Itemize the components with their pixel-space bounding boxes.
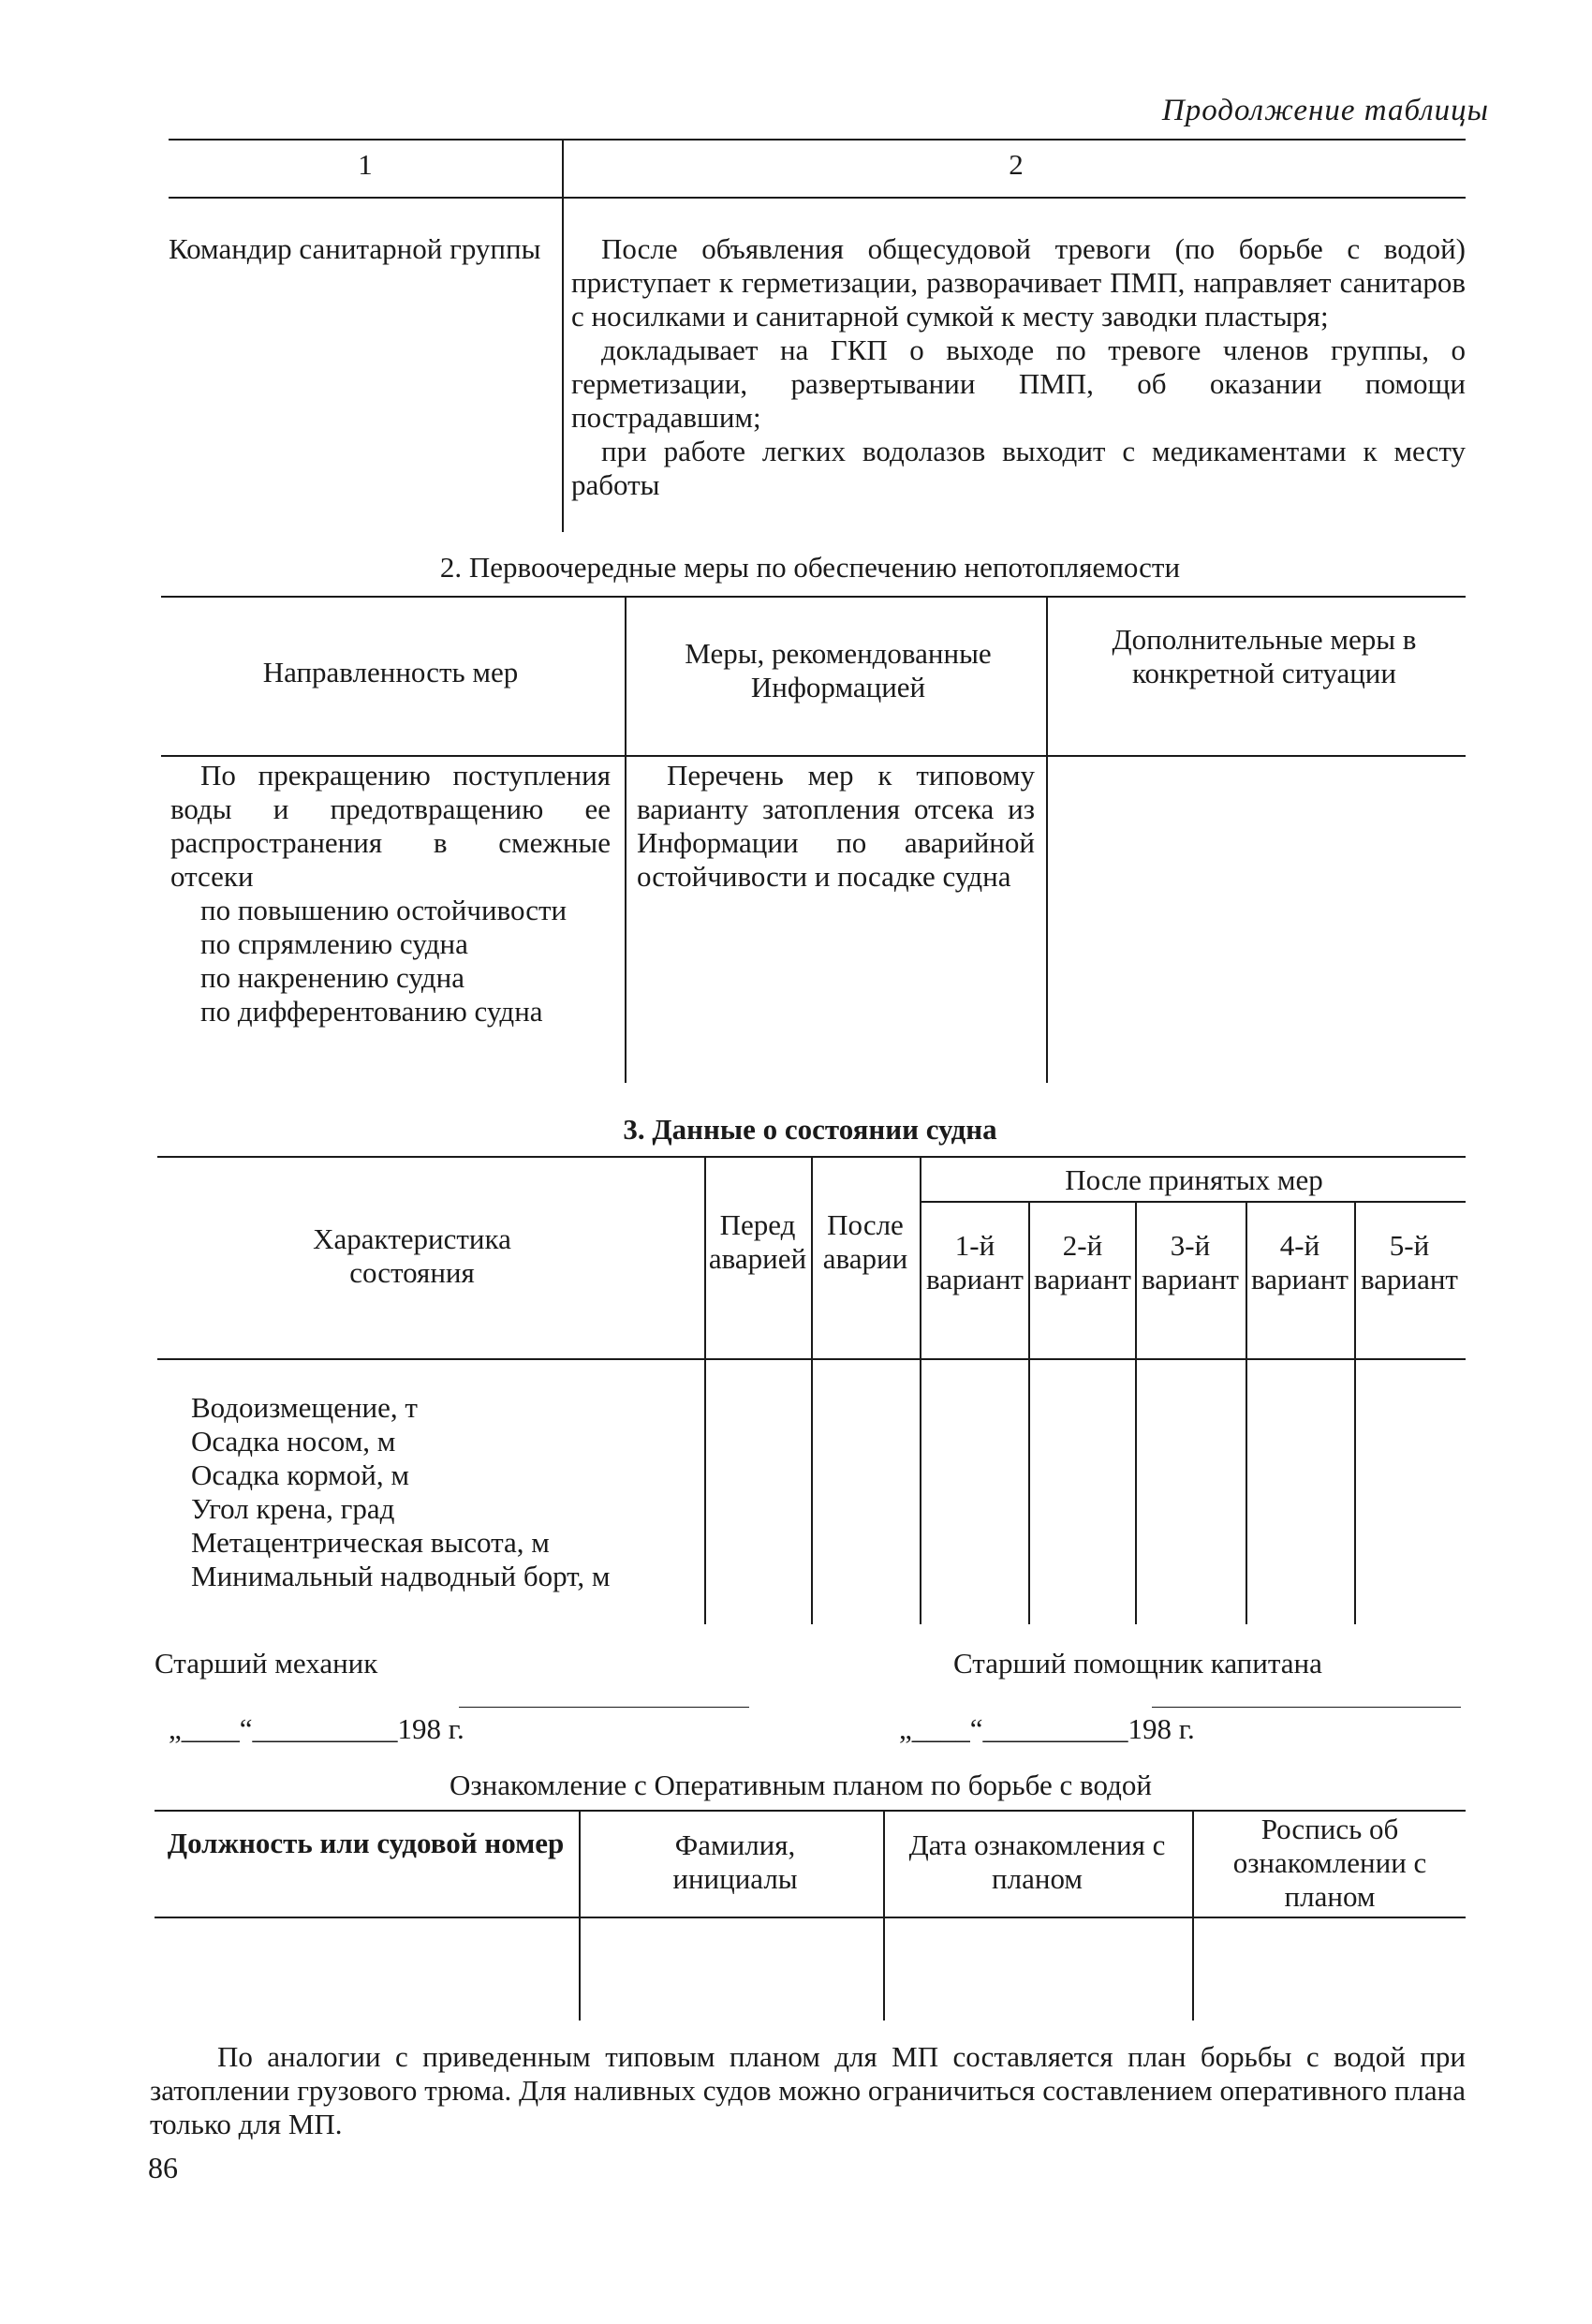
familiarization-divider-3	[1192, 1810, 1194, 2021]
familiarization-divider-2	[883, 1810, 885, 2021]
familiarization-top-rule	[155, 1810, 1466, 1812]
familiarization-header-name: Фамилия, инициалы	[672, 1828, 798, 1895]
table1-role: Командир санитарной группы	[169, 232, 541, 265]
signature-line-right	[1152, 1707, 1461, 1708]
section3-rows	[157, 1391, 654, 1593]
section3-divider-before	[704, 1156, 706, 1624]
section2-header-rule	[161, 755, 1466, 757]
table1-col2-header: 2	[1009, 148, 1024, 181]
variant-header: 3-й вариант	[1142, 1229, 1239, 1295]
signature-right-title: Старший помощник капитана	[953, 1647, 1322, 1680]
section3-after-measures-rule	[920, 1201, 1466, 1203]
section3-divider-v3	[1135, 1201, 1137, 1624]
section2-recommended-measures: Перечень мер к типовому варианту затопления отсека из Информации по аварийной остойчивости и посадке судна	[637, 759, 1035, 893]
familiarization-header-position: Должность или судовой номер	[167, 1827, 565, 1859]
duty-item: После объявления общесудовой тревоги (по борьбе с водой) приступает к герметизации, разворачивает ПМП, направляет санитаров с носилками и санитарной сумкой к месту заводки пластыря;	[571, 232, 1466, 333]
section2-directions	[170, 759, 611, 1029]
closing-paragraph: По аналогии с приведенным типовым планом для МП составляется план борьбы с водой при затоплении грузового трюма. Для наливных судов можно ограничиться составлением оперативного плана только для МП.	[150, 2040, 1466, 2140]
section3-header-after: После аварии	[822, 1208, 908, 1275]
continuation-label: Продолжение таблицы	[1161, 94, 1489, 127]
variant-header: 5-й вариант	[1361, 1229, 1458, 1295]
familiarization-header-date: Дата ознакомления с планом	[908, 1828, 1166, 1895]
section3-divider-after	[811, 1156, 813, 1624]
section2-header-recommended: Меры, рекомендованные Информацией	[685, 637, 992, 703]
section2-divider-1	[625, 596, 626, 1083]
table1-column-divider	[562, 139, 564, 532]
familiarization-divider-1	[579, 1810, 581, 2021]
variant-header: 4-й вариант	[1251, 1229, 1349, 1295]
variant-header: 1-й вариант	[926, 1229, 1024, 1295]
familiarization-title: Ознакомление с Оперативным планом по борьбе с водой	[450, 1769, 1152, 1801]
state-row: Метацентрическая высота, м	[191, 1526, 550, 1559]
section3-divider-v2	[1028, 1201, 1030, 1624]
section3-header-before: Перед аварией	[708, 1208, 807, 1275]
section3-header-rule	[157, 1358, 1466, 1360]
section3-header-characteristic: Характеристика состояния	[313, 1222, 511, 1289]
section3-divider-v5	[1354, 1201, 1356, 1624]
section2-divider-2	[1046, 596, 1048, 1083]
section3-divider-measures	[920, 1156, 921, 1624]
familiarization-header-signature: Роспись об ознакомлении с планом	[1232, 1813, 1427, 1913]
section3-header-after-measures: После принятых мер	[1065, 1163, 1323, 1196]
direction-item: по дифферентованию судна	[200, 995, 543, 1028]
section2-header-additional: Дополнительные меры в конкретной ситуации	[1112, 623, 1417, 689]
page-number: 86	[148, 2151, 178, 2184]
table1-col1-header: 1	[358, 148, 373, 181]
duty-item: при работе легких водолазов выходит с медикаментами к месту работы	[571, 435, 1466, 501]
state-row: Водоизмещение, т	[191, 1391, 418, 1424]
variant-header: 2-й вариант	[1034, 1229, 1131, 1295]
date-left: „____“__________198 г.	[169, 1712, 464, 1745]
state-row: Угол крена, град	[191, 1492, 395, 1525]
state-row: Осадка кормой, м	[191, 1458, 409, 1491]
section2-header-direction: Направленность мер	[262, 656, 519, 688]
section2-title: 2. Первоочередные меры по обеспечению непотопляемости	[439, 551, 1181, 584]
signature-line-left	[459, 1707, 749, 1708]
state-row: Минимальный надводный борт, м	[191, 1560, 611, 1592]
table1-duties	[571, 232, 1466, 502]
duty-item: докладывает на ГКП о выходе по тревоге членов группы, о герметизации, развертывании ПМП, об оказании помощи пострадавшим;	[571, 333, 1466, 434]
section3-title: 3. Данные о состоянии судна	[623, 1113, 997, 1146]
state-row: Осадка носом, м	[191, 1425, 396, 1458]
familiarization-header-rule	[155, 1917, 1466, 1918]
date-right: „____“__________198 г.	[899, 1712, 1195, 1745]
section2-top-rule	[161, 596, 1466, 598]
direction-item: По прекращению поступления воды и предотвращению ее распространения в смежные отсеки	[170, 759, 611, 893]
table1-top-rule	[169, 139, 1466, 141]
table1-header-rule	[169, 197, 1466, 199]
signature-left-title: Старший механик	[155, 1647, 378, 1680]
direction-item: по спрямлению судна	[200, 927, 468, 960]
section3-divider-v4	[1246, 1201, 1247, 1624]
direction-item: по повышению остойчивости	[200, 894, 568, 926]
direction-item: по накренению судна	[200, 961, 464, 994]
